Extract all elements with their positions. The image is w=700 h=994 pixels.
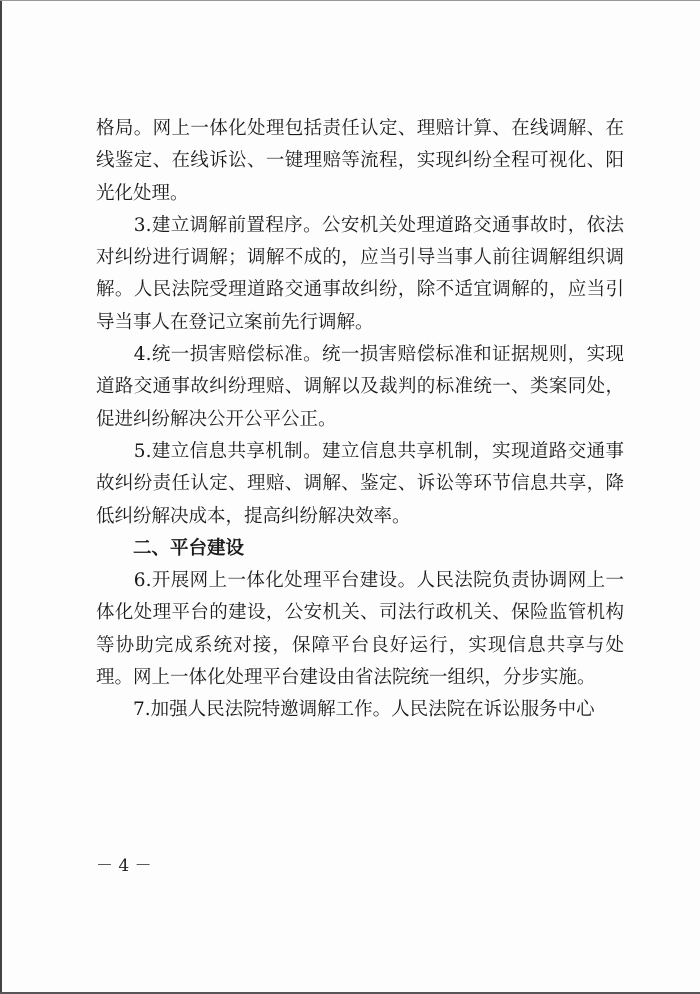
paragraph-item-4: 4.统一损害赔偿标准。统一损害赔偿标准和证据规则，实现道路交通事故纠纷理赔、调解以及裁判的标准统一、类案同处，促进纠纷解决公开公平公正。 xyxy=(96,344,624,430)
paragraph-item-6: 6.开展网上一体化处理平台建设。人民法院负责协调网上一体化处理平台的建设，公安机关、司法行政机关、保险监管机构等协助完成系统对接，保障平台良好运行，实现信息共享与处理。网上一体化处理平台建设由省法院统一组织，分步实施。 xyxy=(96,570,624,689)
page-number: － 4 － xyxy=(96,856,152,876)
document-body xyxy=(96,113,624,727)
paragraph-item-7: 7.加强人民法院特邀调解工作。人民法院在诉讼服务中心 xyxy=(96,699,595,721)
section-heading: 二、平台建设 xyxy=(96,537,245,559)
paragraph-continuation: 格局。网上一体化处理包括责任认定、理赔计算、在线调解、在线鉴定、在线诉讼、一键理赔等流程，实现纠纷全程可视化、阳光化处理。 xyxy=(96,118,624,204)
paragraph-item-3: 3.建立调解前置程序。公安机关处理道路交通事故时，依法对纠纷进行调解；调解不成的，应当引导当事人前往调解组织调解。人民法院受理道路交通事故纠纷，除不适宜调解的，应当引导当事人在登记立案前先行调解。 xyxy=(96,214,624,333)
scan-edge-left xyxy=(0,0,2,994)
scan-edge-top xyxy=(0,0,700,1)
paragraph-item-5: 5.建立信息共享机制。建立信息共享机制，实现道路交通事故纠纷责任认定、理赔、调解、鉴定、诉讼等环节信息共享，降低纠纷解决成本，提高纠纷解决效率。 xyxy=(96,440,624,527)
